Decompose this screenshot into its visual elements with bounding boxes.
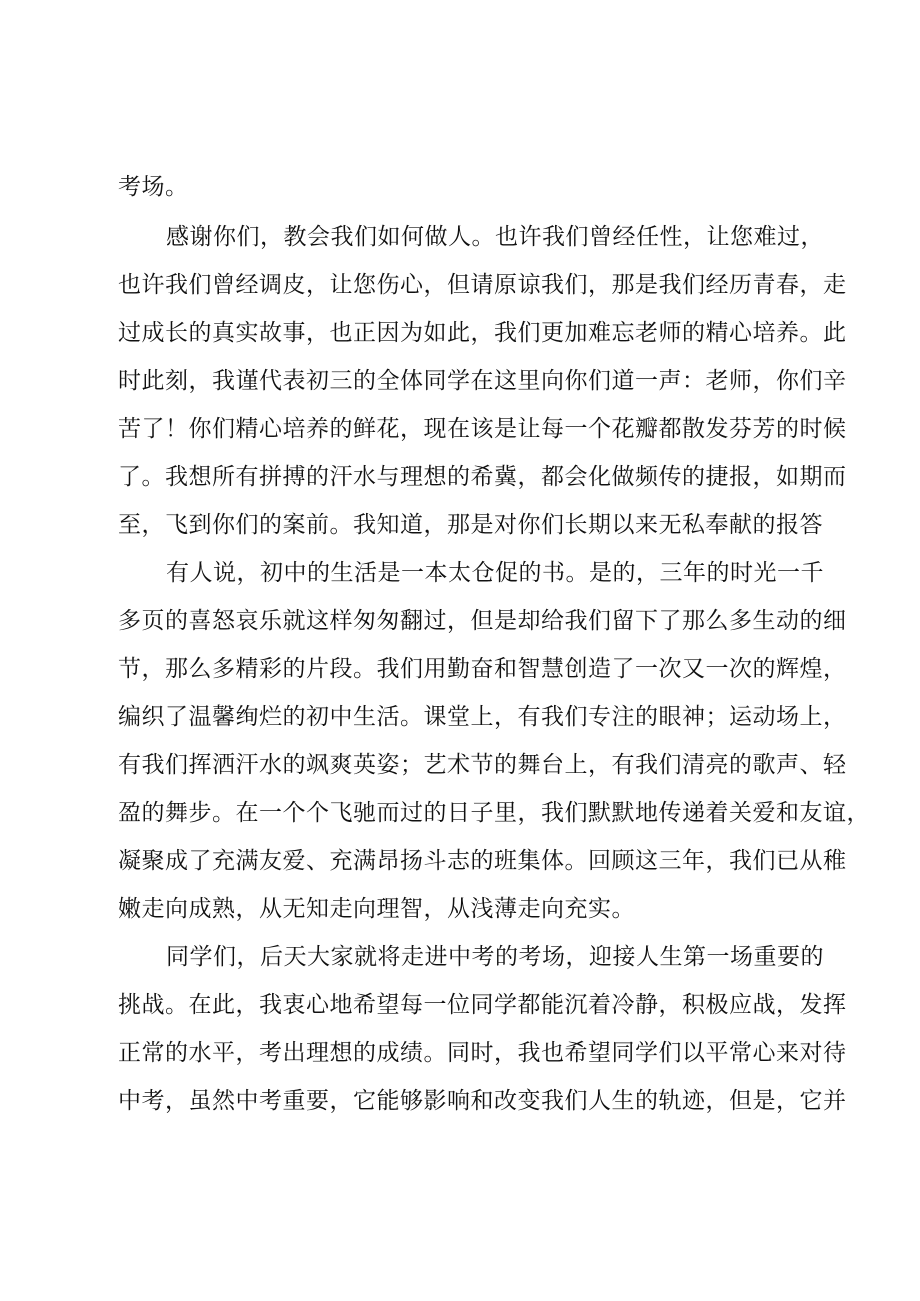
text-line: 时此刻，我谨代表初三的全体同学在这里向你们道一声：老师，你们辛 bbox=[118, 368, 847, 394]
text-line: 盈的舞步。在一个个飞驰而过的日子里，我们默默地传递着关爱和友谊， bbox=[118, 800, 870, 826]
text-line: 节，那么多精彩的片段。我们用勤奋和智慧创造了一次又一次的辉煌， bbox=[118, 656, 847, 682]
paragraph-start-line: 有人说，初中的生活是一本太仓促的书。是的，三年的时光一千 bbox=[166, 560, 824, 586]
text-line: 有我们挥洒汗水的飒爽英姿；艺术节的舞台上，有我们清亮的歌声、轻 bbox=[118, 752, 847, 778]
text-line: 凝聚成了充满友爱、充满昂扬斗志的班集体。回顾这三年，我们已从稚 bbox=[118, 848, 847, 874]
text-line: 挑战。在此，我衷心地希望每一位同学都能沉着冷静，积极应战，发挥 bbox=[118, 992, 847, 1018]
text-line: 了。我想所有拼搏的汗水与理想的希冀，都会化做频传的捷报，如期而 bbox=[118, 464, 847, 490]
text-line: 正常的水平，考出理想的成绩。同时，我也希望同学们以平常心来对待 bbox=[118, 1040, 847, 1066]
text-line: 考场。 bbox=[118, 174, 189, 200]
text-line: 至，飞到你们的案前。我知道，那是对你们长期以来无私奉献的报答 bbox=[118, 512, 823, 538]
text-line: 苦了！你们精心培养的鲜花，现在该是让每一个花瓣都散发芬芳的时候 bbox=[118, 416, 847, 442]
text-line: 嫩走向成熟，从无知走向理智，从浅薄走向充实。 bbox=[118, 896, 635, 922]
paragraph-start-line: 感谢你们，教会我们如何做人。也许我们曾经任性，让您难过， bbox=[166, 224, 824, 250]
text-line: 多页的喜怒哀乐就这样匆匆翻过，但是却给我们留下了那么多生动的细 bbox=[118, 608, 847, 634]
text-line: 中考，虽然中考重要，它能够影响和改变我们人生的轨迹，但是，它并 bbox=[118, 1088, 847, 1114]
paragraph-start-line: 同学们，后天大家就将走进中考的考场，迎接人生第一场重要的 bbox=[166, 944, 824, 970]
text-line: 过成长的真实故事，也正因为如此，我们更加难忘老师的精心培养。此 bbox=[118, 320, 847, 346]
text-line: 编织了温馨绚烂的初中生活。课堂上，有我们专注的眼神；运动场上， bbox=[118, 704, 847, 730]
text-line: 也许我们曾经调皮，让您伤心，但请原谅我们，那是我们经历青春，走 bbox=[118, 272, 847, 298]
